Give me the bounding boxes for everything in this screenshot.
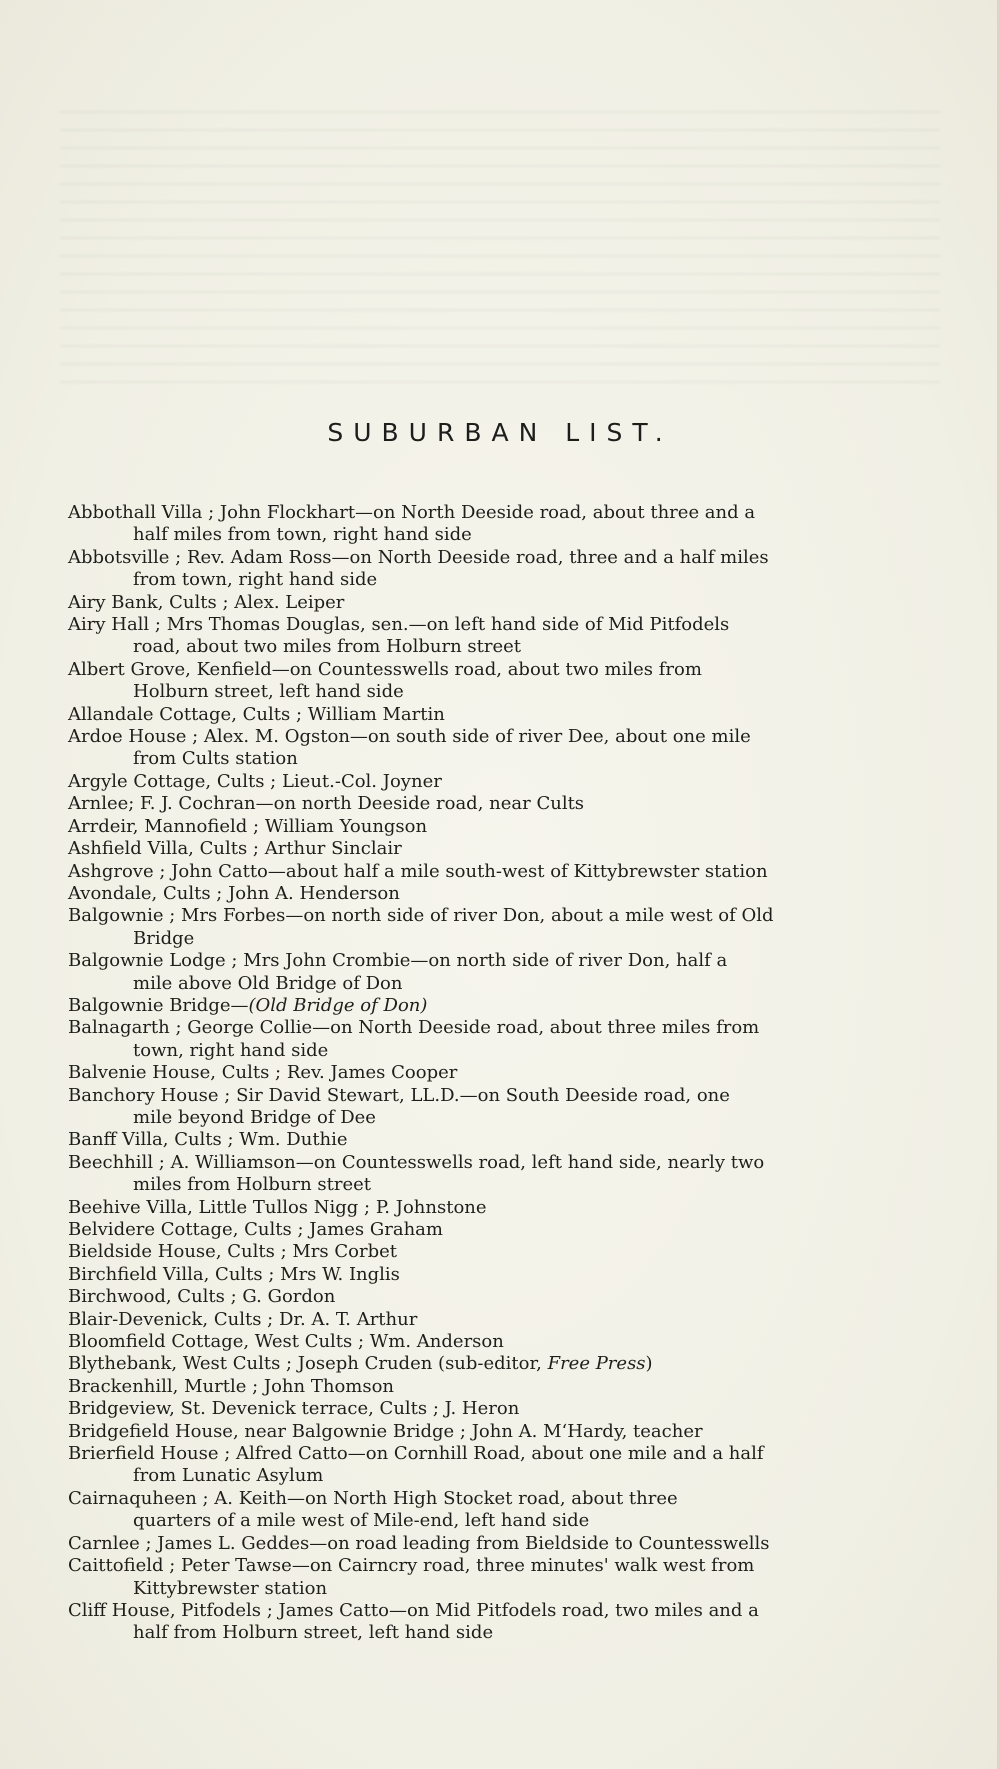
entry-continuation-line: Holburn street, left hand side bbox=[133, 681, 404, 703]
entry-line: Avondale, Cults ; John A. Henderson bbox=[68, 882, 400, 904]
list-entry bbox=[68, 1488, 914, 1533]
italic-text: (Old Bridge of Don) bbox=[248, 994, 428, 1016]
list-entry bbox=[68, 1219, 914, 1241]
entry-line: Beehive Villa, Little Tullos Nigg ; P. Johnstone bbox=[68, 1196, 487, 1218]
list-entry bbox=[68, 659, 914, 704]
entry-line: Brackenhill, Murtle ; John Thomson bbox=[68, 1375, 395, 1397]
entry-line: Banchory House ; Sir David Stewart, LL.D.—on South Deeside road, one bbox=[68, 1084, 730, 1106]
list-entry bbox=[68, 502, 914, 547]
list-entry bbox=[68, 547, 914, 592]
entry-line: Caittofield ; Peter Tawse—on Cairncry road, three minutes' walk west from bbox=[68, 1555, 755, 1577]
entry-line: Cairnaquheen ; A. Keith—on North High Stocket road, about three bbox=[68, 1487, 678, 1509]
entry-line: Arnlee; F. J. Cochran—on north Deeside road, near Cults bbox=[68, 793, 585, 815]
list-entry bbox=[68, 950, 914, 995]
entry-line: Beechhill ; A. Williamson—on Countesswells road, left hand side, nearly two bbox=[68, 1151, 765, 1173]
list-entry bbox=[68, 1152, 914, 1197]
list-entry bbox=[68, 793, 914, 815]
list-entry bbox=[68, 1555, 914, 1600]
entry-line: Arrdeir, Mannofield ; William Youngson bbox=[68, 815, 428, 837]
list-entry bbox=[68, 1421, 914, 1443]
entry-continuation-line: road, about two miles from Holburn street bbox=[133, 636, 522, 658]
entry-line: Ashgrove ; John Catto—about half a mile south-west of Kittybrewster station bbox=[68, 860, 768, 882]
list-entry bbox=[68, 995, 914, 1017]
entry-line: Argyle Cottage, Cults ; Lieut.-Col. Joyner bbox=[68, 770, 442, 792]
list-entry bbox=[68, 905, 914, 950]
entry-line: Brierfield House ; Alfred Catto—on Cornhill Road, about one mile and a half bbox=[68, 1443, 764, 1465]
list-entry bbox=[68, 1331, 914, 1353]
entry-line: Balgownie Bridge—(Old Bridge of Don) bbox=[68, 994, 428, 1016]
list-entry bbox=[68, 1264, 914, 1286]
list-entry bbox=[68, 1085, 914, 1130]
entry-continuation-line: half from Holburn street, left hand side bbox=[133, 1622, 494, 1644]
list-entry bbox=[68, 1600, 914, 1645]
entry-line: Belvidere Cottage, Cults ; James Graham bbox=[68, 1219, 443, 1240]
list-entry bbox=[68, 614, 914, 659]
list-entry bbox=[68, 771, 914, 793]
entry-line: Ashfield Villa, Cults ; Arthur Sinclair bbox=[68, 838, 402, 860]
entry-continuation-line: mile above Old Bridge of Don bbox=[133, 972, 403, 994]
entry-line: Airy Bank, Cults ; Alex. Leiper bbox=[68, 591, 345, 613]
entry-line: Abbothall Villa ; John Flockhart—on North Deeside road, about three and a bbox=[68, 502, 756, 523]
list-entry bbox=[68, 704, 914, 726]
entry-line: Bridgefield House, near Balgownie Bridge ; John A. M‘Hardy, teacher bbox=[68, 1420, 703, 1442]
list-entry bbox=[68, 883, 914, 905]
list-entry bbox=[68, 1241, 914, 1263]
entry-continuation-line: mile beyond Bridge of Dee bbox=[133, 1106, 376, 1128]
list-entry bbox=[68, 1197, 914, 1219]
entry-line: Banff Villa, Cults ; Wm. Duthie bbox=[68, 1129, 348, 1151]
entry-line: Abbotsville ; Rev. Adam Ross—on North Deeside road, three and a half miles bbox=[68, 546, 769, 568]
entry-continuation-line: Bridge bbox=[133, 927, 195, 949]
entry-continuation-line: from Cults station bbox=[133, 748, 298, 770]
list-entry bbox=[68, 1309, 914, 1331]
entry-line: Cliff House, Pitfodels ; James Catto—on Mid Pitfodels road, two miles and a bbox=[68, 1599, 759, 1621]
italic-text: Free Press bbox=[547, 1353, 646, 1375]
entry-line: Balgownie Lodge ; Mrs John Crombie—on north side of river Don, half a bbox=[68, 950, 728, 972]
list-entry bbox=[68, 592, 914, 614]
entry-line: Allandale Cottage, Cults ; William Martin bbox=[68, 703, 445, 725]
entry-line: Balgownie ; Mrs Forbes—on north side of river Don, about a mile west of Old bbox=[68, 905, 774, 927]
list-entry bbox=[68, 816, 914, 838]
entry-line: Blair-Devenick, Cults ; Dr. A. T. Arthur bbox=[68, 1308, 418, 1330]
entry-line: Birchwood, Cults ; G. Gordon bbox=[68, 1286, 336, 1308]
page-title: SUBURBAN LIST. bbox=[327, 418, 673, 447]
entry-line: Balnagarth ; George Collie—on North Deeside road, about three miles from bbox=[68, 1017, 760, 1039]
entry-continuation-line: town, right hand side bbox=[133, 1039, 329, 1061]
list-entry bbox=[68, 1062, 914, 1084]
entry-line: Airy Hall ; Mrs Thomas Douglas, sen.—on left hand side of Mid Pitfodels bbox=[68, 614, 730, 636]
entry-continuation-line: from town, right hand side bbox=[133, 569, 378, 591]
entry-continuation-line: Kittybrewster station bbox=[133, 1577, 328, 1599]
list-entry bbox=[68, 1376, 914, 1398]
entry-line: Bieldside House, Cults ; Mrs Corbet bbox=[68, 1241, 397, 1263]
entry-line: Albert Grove, Kenfield—on Countesswells road, about two miles from bbox=[68, 658, 702, 680]
show-through-text bbox=[60, 95, 940, 395]
list-entry bbox=[68, 861, 914, 883]
list-entry bbox=[68, 1286, 914, 1308]
suburban-list bbox=[68, 502, 914, 1645]
list-entry bbox=[68, 1443, 914, 1488]
entry-line: Balvenie House, Cults ; Rev. James Cooper bbox=[68, 1062, 458, 1084]
entry-line: Blythebank, West Cults ; Joseph Cruden (sub-editor, Free Press) bbox=[68, 1353, 653, 1375]
entry-tail: ) bbox=[645, 1353, 653, 1375]
entry-line: Bridgeview, St. Devenick terrace, Cults ; J. Heron bbox=[68, 1398, 520, 1420]
list-entry bbox=[68, 1533, 914, 1555]
entry-continuation-line: miles from Holburn street bbox=[133, 1174, 372, 1196]
entry-line: Bloomfield Cottage, West Cults ; Wm. Anderson bbox=[68, 1331, 504, 1353]
entry-line: Carnlee ; James L. Geddes—on road leading from Bieldside to Countesswells bbox=[68, 1532, 770, 1554]
list-entry bbox=[68, 1398, 914, 1420]
list-entry bbox=[68, 1353, 914, 1375]
list-entry bbox=[68, 1129, 914, 1151]
list-entry bbox=[68, 1017, 914, 1062]
entry-continuation-line: half miles from town, right hand side bbox=[133, 524, 472, 546]
entry-line: Ardoe House ; Alex. M. Ogston—on south side of river Dee, about one mile bbox=[68, 726, 751, 748]
entry-line: Birchfield Villa, Cults ; Mrs W. Inglis bbox=[68, 1263, 400, 1285]
list-entry bbox=[68, 726, 914, 771]
entry-continuation-line: quarters of a mile west of Mile-end, left hand side bbox=[133, 1510, 590, 1532]
list-entry bbox=[68, 838, 914, 860]
entry-continuation-line: from Lunatic Asylum bbox=[133, 1465, 324, 1487]
